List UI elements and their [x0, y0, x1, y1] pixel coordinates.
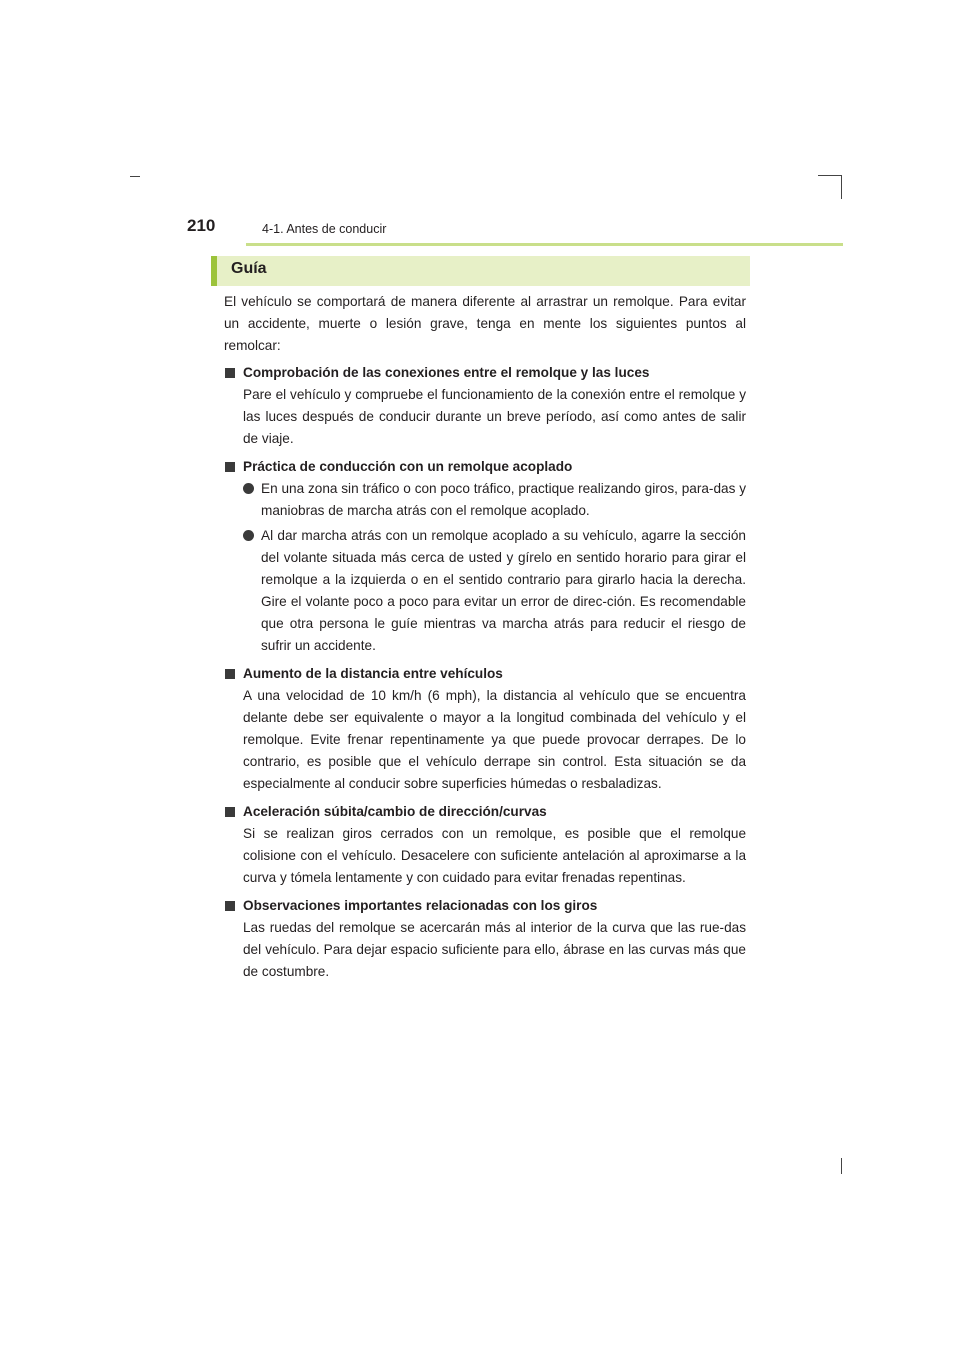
- section-heading-text: Práctica de conducción con un remolque acoplado: [243, 459, 573, 474]
- section-distance: [224, 663, 746, 795]
- crop-mark: [130, 176, 140, 177]
- section-heading: [224, 663, 746, 685]
- section-body: Pare el vehículo y compruebe el funcionamiento de la conexión entre el remolque y las luces después de conducir durante un breve período, así como antes de salir de viaje.: [243, 387, 746, 446]
- section-body: Las ruedas del remolque se acercarán más al interior de la curva que las rue-das del vehículo. Para dejar espacio suficiente para ello, ábrase en las curvas más que de costumbre.: [243, 920, 746, 979]
- section-heading-text: Comprobación de las conexiones entre el remolque y las luces: [243, 365, 650, 380]
- section-body: Si se realizan giros cerrados con un remolque, es posible que el remolque colisione con el vehículo. Desacelere con suficiente antelación al aproximarse a la curva y tómela lentamente y con cuidado para evitar frenadas repentinas.: [243, 826, 746, 885]
- section-connections: [224, 362, 746, 450]
- bullet-item: [224, 478, 746, 522]
- crop-mark: [841, 175, 842, 199]
- section-turns: [224, 895, 746, 983]
- header-divider: [246, 243, 843, 246]
- section-heading: [224, 456, 746, 478]
- section-label: 4-1. Antes de conducir: [262, 222, 387, 236]
- section-heading: [224, 801, 746, 823]
- round-bullet-icon: [243, 530, 254, 541]
- guide-title: Guía: [231, 260, 267, 277]
- intro-paragraph: El vehículo se comportará de manera diferente al arrastrar un remolque. Para evitar un accidente, muerte o lesión grave, tenga en mente los siguientes puntos al remolcar:: [224, 294, 746, 353]
- section-heading: [224, 362, 746, 384]
- square-bullet-icon: [225, 901, 235, 911]
- bullet-item: [224, 525, 746, 657]
- section-heading-text: Aceleración súbita/cambio de dirección/curvas: [243, 804, 547, 819]
- content-body: [224, 291, 746, 989]
- crop-mark: [818, 175, 842, 176]
- square-bullet-icon: [225, 368, 235, 378]
- square-bullet-icon: [225, 462, 235, 472]
- bullet-text: Al dar marcha atrás con un remolque acoplado a su vehículo, agarre la sección del volante situada más cerca de usted y gírelo en sentido horario para girar el remolque a la izquierda o en el sentido contrario para girarlo hacia la derecha. Gire el volante poco a poco para evitar un error de direc-ción. Es recomendable que otra persona le guíe mientras va marcha atrás para reducir el riesgo de sufrir un accidente.: [261, 528, 746, 653]
- page-number: 210: [187, 216, 216, 235]
- square-bullet-icon: [225, 669, 235, 679]
- section-heading-text: Aumento de la distancia entre vehículos: [243, 666, 503, 681]
- section-heading: [224, 895, 746, 917]
- square-bullet-icon: [225, 807, 235, 817]
- crop-mark: [841, 1158, 842, 1174]
- bullet-text: En una zona sin tráfico o con poco tráfico, practique realizando giros, para-das y maniobras de marcha atrás con el remolque acoplado.: [261, 481, 746, 518]
- guide-title-bar: [211, 256, 750, 286]
- section-acceleration: [224, 801, 746, 889]
- section-practice: [224, 456, 746, 657]
- section-heading-text: Observaciones importantes relacionadas con los giros: [243, 898, 598, 913]
- round-bullet-icon: [243, 483, 254, 494]
- section-body: A una velocidad de 10 km/h (6 mph), la distancia al vehículo que se encuentra delante debe ser equivalente o mayor a la longitud combinada del vehículo y el remolque. Evite frenar repentinamente ya que puede provocar derrapes. De lo contrario, es posible que el vehículo derrape sin control. Esta situación se da especialmente al conducir sobre superficies húmedas o resbaladizas.: [243, 688, 746, 791]
